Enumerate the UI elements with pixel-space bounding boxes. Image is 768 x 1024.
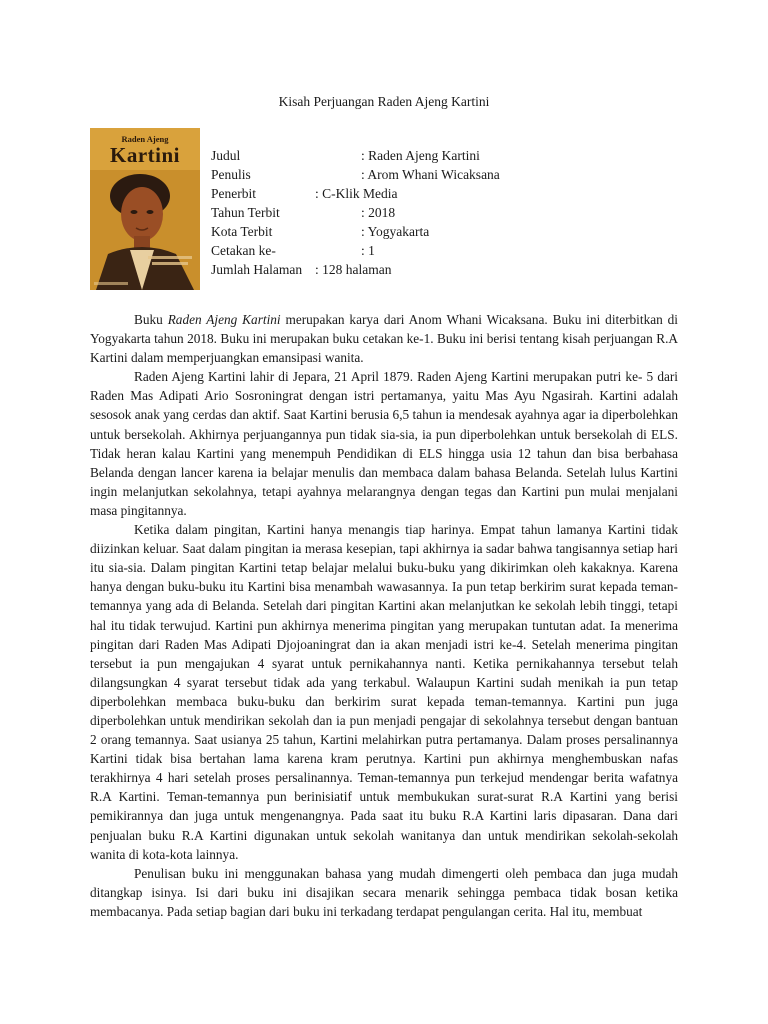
meta-value: : 1 [361, 243, 375, 258]
document-title: Kisah Perjuangan Raden Ajeng Kartini [278, 94, 490, 109]
paragraph-4: Penulisan buku ini menggunakan bahasa yang mudah dimengerti oleh pembaca dan juga mudah ditangkap isinya. Isi dari buku ini disajikan secara menarik sehingga pembaca tidak bosan ketika membacanya. Pada setiap bagian dari buku ini terkadang terdapat pengulangan cerita. Hal itu, membuat [90, 865, 678, 919]
meta-value: : Yogyakarta [361, 224, 430, 239]
paragraph-1-pre: Buku [134, 312, 168, 327]
meta-value: : Raden Ajeng Kartini [361, 148, 480, 163]
book-cover-image [90, 128, 200, 290]
meta-value: : Arom Whani Wicaksana [361, 167, 500, 182]
meta-value: : 128 halaman [315, 262, 392, 277]
paragraph-1-post: merupakan karya dari Anom Whani Wicaksana. Buku ini diterbitkan di Yogyakarta tahun 2018. Buku ini merupakan buku cetakan ke-1. Buku ini berisi tentang kisah perjuangan R.A Kartini dalam memperjuangkan emansipasi wanita. [90, 312, 678, 366]
cover-title-line1: Raden Ajeng [121, 134, 169, 144]
meta-key: Judul [211, 148, 241, 163]
meta-key: Jumlah Halaman [211, 262, 303, 277]
meta-key: Kota Terbit [211, 224, 273, 239]
meta-key: Cetakan ke- [211, 243, 276, 258]
meta-value: : C-Klik Media [315, 186, 398, 201]
book-title-italic: Raden Ajeng Kartini [167, 312, 281, 327]
paragraph-2: Raden Ajeng Kartini lahir di Jepara, 21 April 1879. Raden Ajeng Kartini merupakan putri ke- 5 dari Raden Mas Adipati Ario Sosroningrat dengan istri pertamanya, yaitu Mas Ayu Ngasirah. Kartini adalah sesosok anak yang cerdas dan aktif. Saat Kartini berusia 6,5 tahun ia mendesak ayahnya agar ia diperbolehkan untuk bersekolah. Akhirnya perjuangannya pun tidak sia-sia, ia pun diperbolehkan untuk bersekolah di ELS. Tidak heran kalau Kartini yang menempuh Pendidikan di ELS hingga usia 12 tahun dan bisa berbahasa Belanda dengan lancer karena ia belajar menulis dan membaca dalam bahasa Belanda. Setelah lulus Kartini ingin melanjutkan sekolahnya, tetapi ayahnya melarangnya dengan tegas dan Kartini pun mulai menjalani masa pingitannya. [90, 369, 678, 518]
cover-title-line2: Kartini [110, 143, 180, 167]
meta-key: Penerbit [211, 186, 256, 201]
meta-value: : 2018 [361, 205, 396, 220]
review-body [90, 310, 678, 921]
meta-key: Penulis [211, 167, 251, 182]
paragraph-1 [90, 310, 678, 367]
paragraph-3: Ketika dalam pingitan, Kartini hanya menangis tiap harinya. Empat tahun lamanya Kartini tidak diizinkan keluar. Saat dalam pingitan ia merasa kesepian, tapi akhirnya ia sadar bahwa tangisannya setiap hari itu sia-sia. Dalam pingitan Kartini tetap belajar melalui buku-buku yang dikirimkan oleh kakaknya. Karena hanya dengan buku-buku itu Kartini bisa menambah wawasannya. Ia pun tetap berkirim surat kepada teman-temannya yang ada di Belanda. Setelah dari pingitan Kartini akan melanjutkan ke sekolah lebih tinggi, tetapi hal itu tidak terwujud. Kartini pun akhirnya menerima pingitan yang merupakan tuntutan adat. Ia menerima pingitan dari Raden Mas Adipati Djojoaningrat dan ia akan menjadi istri ke-4. Setelah menerima pingitan tersebut ia pun mengajukan 4 syarat untuk pernikahannya nanti. Ketika pernikahannya tersebut telah dilangsungkan 4 syarat tersebut tidak ada yang terkabul. Walaupun Kartini sudah menikah ia pun tetap diperbolehkan membaca buku-buku dan berkirim surat kepada teman-temannya. Kartini pun juga diperbolehkan untuk mendirikan sekolah dan ia pun menjadi pengajar di sekolahnya tersebut dengan bantuan 2 orang temannya. Saat usianya 25 tahun, Kartini melahirkan putra pertamanya. Dalam proses persalinannya Kartini tidak bisa bertahan lama karena kram perutnya. Kartini pun akhirnya menghembuskan nafas terakhirnya 4 hari setelah proses persalinannya. Teman-temannya pun terkejud mendengar berita wafatnya R.A Kartini. Teman-temannya pun berinisiatif untuk membukukan surat-surat R.A Kartini yang berisi pemikirannya dan juga untuk mengenangnya. Pada saat itu buku R.A Kartini laris dipasaran. Dana dari penjualan buku R.A Kartini digunakan untuk sekolah wanitanya dan untuk mendirikan sekolah-sekolah wanita di kota-kota lainnya. [90, 522, 678, 862]
meta-key: Tahun Terbit [211, 205, 280, 220]
